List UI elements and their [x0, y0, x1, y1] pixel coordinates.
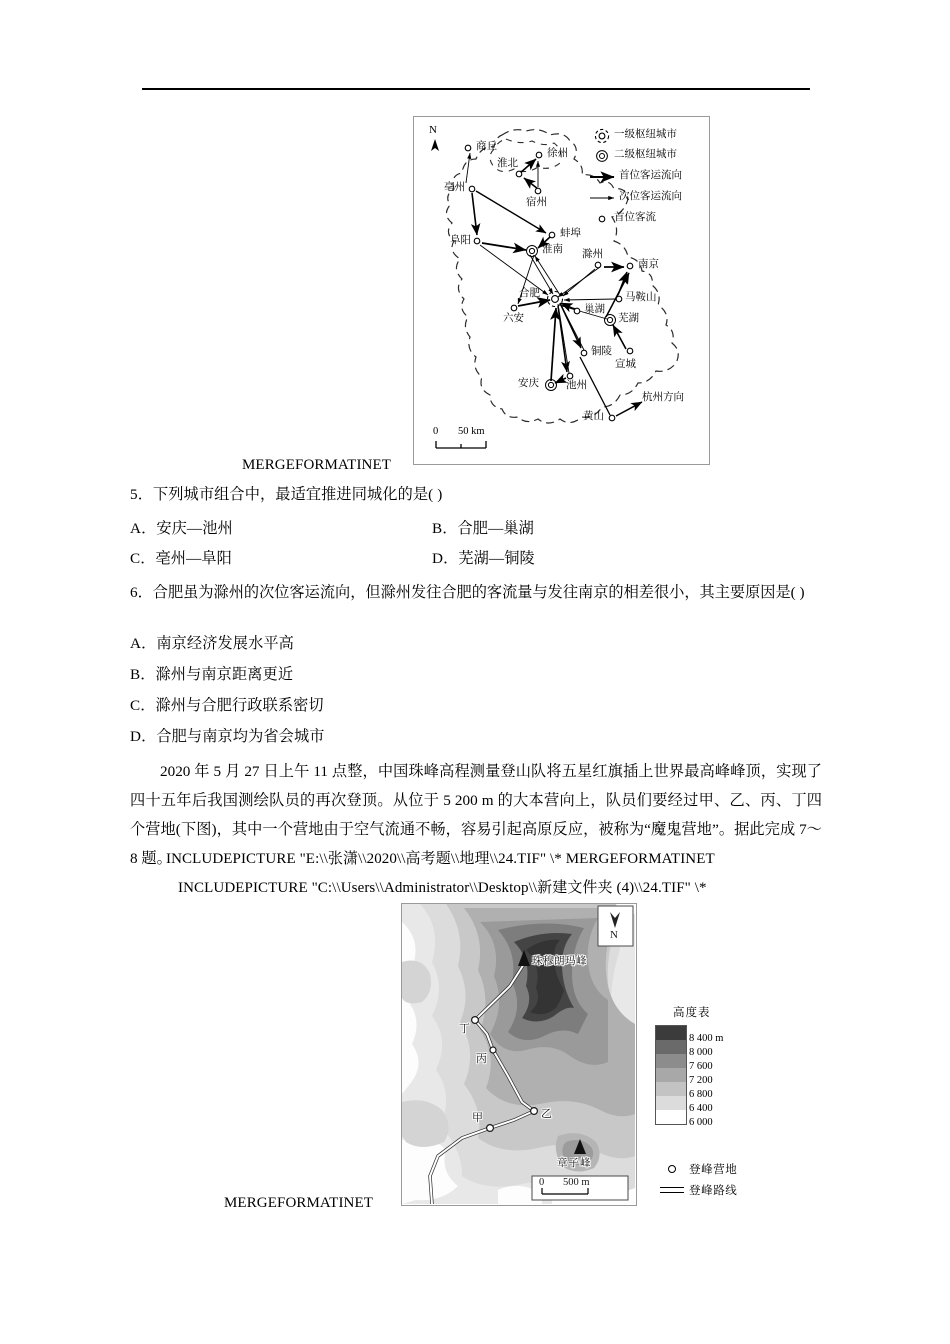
legend-row-route: [655, 1179, 737, 1200]
question-6-option-d[interactable]: D．合肥与南京均为省会城市: [130, 728, 325, 745]
map2-peak-label: 珠穆朗玛峰: [532, 956, 587, 967]
elevation-value: 7 200: [689, 1075, 713, 1086]
map1-city-label: 安庆: [518, 378, 539, 389]
map1-city-label: 蚌埠: [560, 228, 581, 239]
map2-caption: MERGEFORMATINET: [224, 1195, 374, 1211]
map1-svg: [414, 117, 708, 463]
everest-route-map: [401, 903, 637, 1206]
elevation-swatch: [656, 1068, 686, 1082]
map2-scale-value: 500 m: [563, 1177, 590, 1188]
elevation-swatch: [656, 1054, 686, 1068]
map1-city-label: 芜湖: [618, 313, 639, 324]
map1-city-label: 亳州: [444, 182, 465, 193]
route-line-icon: [655, 1187, 689, 1193]
map2-peak-label: 章子峰: [557, 1158, 592, 1169]
map2-camp-label: 丁: [459, 1023, 470, 1035]
map1-city-label: 徐州: [547, 148, 568, 159]
elevation-value: 6 400: [689, 1103, 713, 1114]
camp-circle-icon: [655, 1165, 689, 1173]
anhui-passenger-flow-map: [413, 116, 710, 465]
map1-city-label: 滁州: [582, 249, 603, 260]
question-5-stem: 5．下列城市组合中，最适宜推进同城化的是( ): [130, 486, 443, 503]
header-rule: [142, 88, 810, 90]
compass-rose-icon: [431, 139, 439, 151]
map1-legend-label: 首位客运流向: [619, 170, 682, 181]
map1-legend-label: 一级枢纽城市: [614, 129, 677, 140]
legend-symbols: [590, 129, 614, 221]
map1-city-label: 阜阳: [450, 235, 471, 246]
map1-direction-annotation: 杭州方向: [642, 392, 684, 403]
elevation-swatch: [656, 1082, 686, 1096]
map1-city-label: 淮南: [542, 244, 563, 255]
elevation-value: 6 800: [689, 1089, 713, 1100]
elevation-swatch: [656, 1096, 686, 1110]
map1-city-label: 池州: [566, 380, 587, 391]
map2-camp-label: 甲: [472, 1112, 483, 1124]
scale-bar: [436, 441, 486, 448]
map1-legend-label: 二级枢纽城市: [614, 149, 677, 160]
map2-svg: [402, 904, 635, 1204]
map1-city-label: 南京: [638, 259, 659, 270]
map1-city-label: 六安: [503, 313, 524, 324]
map1-scale-zero: 0: [433, 426, 439, 437]
question-6-option-a[interactable]: A．南京经济发展水平高: [130, 635, 294, 652]
legend-camp-label: 登峰营地: [689, 1163, 738, 1176]
map1-city-label: 合肥: [519, 288, 540, 299]
map2-camp-label: 乙: [541, 1108, 552, 1120]
elevation-swatch: [656, 1026, 686, 1040]
map2-scale-zero: 0: [539, 1177, 545, 1188]
question-5-option-d[interactable]: D．芜湖—铜陵: [432, 550, 535, 567]
map1-city-label: 巢湖: [584, 304, 605, 315]
legend-symbol-items: [655, 1158, 737, 1200]
map1-city-label: 商丘: [476, 141, 497, 152]
legend-route-label: 登峰路线: [689, 1184, 738, 1197]
map1-city-label: 铜陵: [591, 346, 612, 357]
question-6-option-c[interactable]: C．滁州与合肥行政联系密切: [130, 697, 324, 714]
map1-city-label: 黄山: [583, 411, 604, 422]
map2-compass-north-label: N: [610, 929, 618, 941]
compass-north-label: N: [429, 124, 437, 136]
question-6-stem: 6．合肥虽为滁州的次位客运流向，但滁州发往合肥的客流量与发往南京的相差很小，其主要原因是( ): [130, 584, 805, 601]
legend-row-camp: [655, 1158, 737, 1179]
elevation-value: 6 000: [689, 1117, 713, 1128]
map1-caption: MERGEFORMATINET: [242, 457, 392, 473]
elevation-color-ramp: [655, 1025, 687, 1125]
elevation-swatch: [656, 1040, 686, 1054]
question-5-option-a[interactable]: A．安庆—池州: [130, 520, 233, 537]
secondary-flow-arrows: [466, 153, 615, 373]
includepicture-line-2: INCLUDEPICTURE "C:\\Users\\Administrator\\Desktop\\新建文件夹 (4)\\24.TIF" \*: [178, 880, 707, 896]
map1-scale-value: 50 km: [458, 426, 485, 437]
map1-legend-label: 次位客运流向: [619, 191, 682, 202]
question-6-option-b[interactable]: B．滁州与南京距离更近: [130, 666, 294, 683]
legend-title: 高度表: [673, 1007, 711, 1019]
map1-city-label: 宣城: [615, 359, 636, 370]
everest-passage: 2020 年 5 月 27 日上午 11 点整，中国珠峰高程测量登山队将五星红旗插上世界最高峰峰顶，实现了四十五年后我国测绘队员的再次登顶。从位于 5 200 m 的大本营向上，队员们要经过甲、乙、丙、丁四个营地(下图)，其中一个营地由于空气流通不畅，容易引起高原反应，被称为“魔鬼营地”。据此完成 7～8 题。: [130, 763, 822, 867]
elevation-value: 7 600: [689, 1061, 713, 1072]
elevation-swatch: [656, 1110, 686, 1124]
elevation-value-labels: [689, 1025, 724, 1128]
map1-city-label: 宿州: [526, 197, 547, 208]
primary-flow-arrows: [472, 159, 642, 416]
map2-camp-label: 丙: [476, 1053, 487, 1065]
map1-city-label: 淮北: [497, 158, 518, 169]
map1-city-label: 马鞍山: [625, 292, 657, 303]
elevation-value: 8 400 m: [689, 1033, 724, 1044]
includepicture-line-1: INCLUDEPICTURE "E:\\张潇\\2020\\高考题\\地理\\24.TIF" \* MERGEFORMATINET: [166, 851, 715, 867]
elevation-value: 8 000: [689, 1047, 713, 1058]
question-5-option-b[interactable]: B．合肥—巢湖: [432, 520, 534, 537]
map1-legend-label: 首位客流: [614, 212, 656, 223]
question-5-option-c[interactable]: C．亳州—阜阳: [130, 550, 232, 567]
